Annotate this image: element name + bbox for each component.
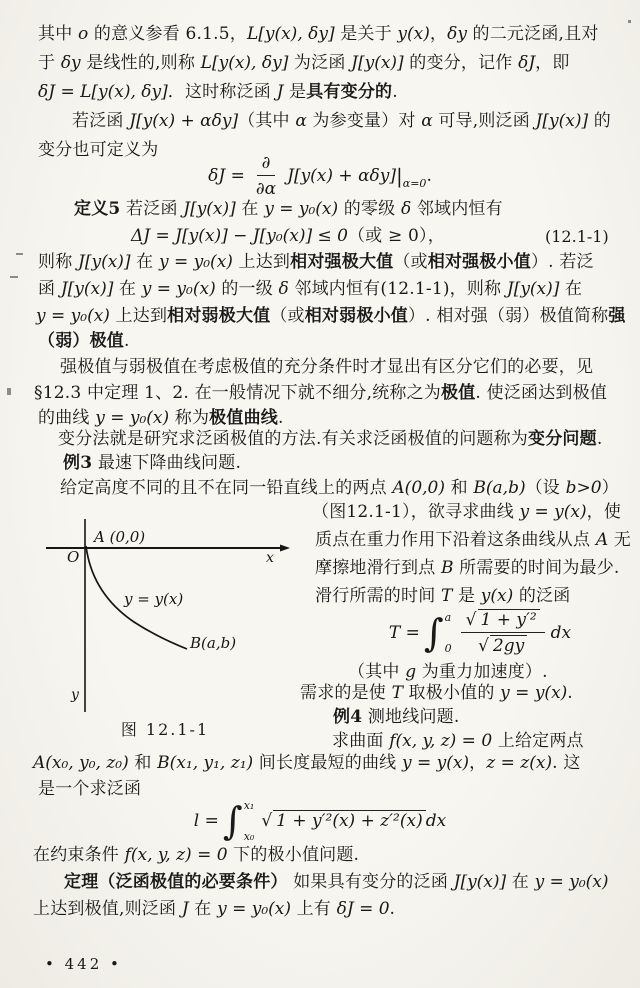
body-line-3: δJ = L[y(x), δy]．这时称泛函 J 是具有变分的. bbox=[38, 82, 398, 102]
scan-speck bbox=[7, 388, 11, 395]
integral-sign: ∫ bbox=[423, 610, 444, 655]
upper-limit: a bbox=[444, 611, 452, 624]
partial-derivative-fraction bbox=[251, 153, 281, 199]
bottom-line-3: 在约束条件 f(x, y, z) = 0 下的极小值问题. bbox=[33, 845, 360, 865]
definition-5-line: 定义5 若泛函 J[y(x)] 在 y = y₀(x) 的零级 δ 邻域内恒有 bbox=[74, 199, 503, 219]
example-4-heading: 例4 测地线问题. bbox=[333, 707, 460, 727]
figure-12-1-1 bbox=[40, 505, 330, 720]
body-line-13: 的曲线 y = y₀(x) 称为极值曲线. bbox=[38, 408, 284, 428]
bottom-line-1: A(x₀, y₀, z₀) 和 B(x₁, y₁, z₁) 间长度最短的曲线 y = y(x)，z = z(x). 这 bbox=[33, 753, 581, 773]
right-col-line-3: 摩擦地滑行到点 B 所需要的时间为最少. bbox=[315, 558, 620, 578]
radicand: 1 + y′²(x) + z′²(x) bbox=[273, 810, 426, 831]
body-line-5: 变分也可定义为 bbox=[38, 140, 159, 160]
fraction-denominator: ∂α bbox=[255, 179, 277, 199]
page-number: • 442 • bbox=[45, 955, 122, 973]
fraction-numerator: ∂ bbox=[257, 153, 276, 176]
body-line-4: 若泛函 J[y(x) + αδy]（其中 α 为参变量）对 α 可导,则泛函 J[y(x)] 的 bbox=[72, 111, 611, 131]
x-axis-arrow-icon bbox=[280, 545, 290, 552]
body-line-2: 于 δy 是线性的,则称 L[y(x), δy] 为泛函 J[y(x)] 的变分，记作 δJ，即 bbox=[38, 53, 570, 73]
right-col-line-8: 求曲面 f(x, y, z) = 0 上给定两点 bbox=[332, 731, 584, 751]
formula-delta-j-definition bbox=[0, 152, 640, 200]
body-line-1: 其中 o 的意义参看 6.1.5，L[y(x), δy] 是关于 y(x)，δy 的二元泛函,且对 bbox=[38, 24, 599, 44]
integral-limits bbox=[244, 799, 255, 843]
right-col-line-4: 滑行所需的时间 T 是 y(x) 的泛函 bbox=[315, 586, 571, 606]
point-a-label: A (0,0) bbox=[94, 528, 146, 546]
equation-number: (12.1-1) bbox=[545, 227, 609, 246]
curve-label: y = y(x) bbox=[124, 590, 184, 608]
radicand-numerator: 1 + y′² bbox=[478, 609, 540, 630]
equation-12-1-1: ΔJ = J[y(x)] − J[y₀(x)] ≤ 0（或 ≥ 0）， bbox=[131, 226, 445, 246]
theorem-line-1: 定理（泛函极值的必要条件） 如果具有变分的泛函 J[y(x)] 在 y = y₀(x) bbox=[64, 872, 609, 892]
right-col-line-5: （其中 g 为重力加速度）. bbox=[348, 662, 548, 682]
scan-speck bbox=[16, 253, 23, 255]
body-line-11: 强极值与弱极值在考虑极值的充分条件时才显出有区分它们的必要，见 bbox=[60, 357, 594, 377]
upper-limit: x₁ bbox=[243, 799, 255, 812]
formula-rhs: J[y(x) + αδy] bbox=[287, 166, 397, 186]
integral-sign: ∫ bbox=[222, 798, 243, 843]
x-axis-label: x bbox=[266, 550, 274, 566]
formula-period: . bbox=[426, 166, 432, 186]
y-axis-label: y bbox=[71, 687, 79, 703]
point-b-label: B(a,b) bbox=[190, 634, 237, 652]
right-col-line-6: 需求的是使 T 取极小值的 y = y(x). bbox=[300, 683, 573, 703]
radical-sign: √ bbox=[478, 636, 489, 656]
right-col-line-2: 质点在重力作用下沿着这条曲线从点 A 无 bbox=[315, 530, 631, 550]
formula-arc-length bbox=[30, 798, 610, 844]
radical-sign: √ bbox=[261, 811, 273, 831]
lower-limit: 0 bbox=[444, 642, 452, 655]
body-line-7: 则称 J[y(x)] 在 y = y₀(x) 上达到相对强极大值（或相对强极小值）. 若泛 bbox=[38, 252, 594, 272]
formula-lhs: δJ = bbox=[208, 166, 245, 186]
differential: dx bbox=[550, 623, 572, 643]
origin-label: O bbox=[67, 548, 80, 566]
body-line-14: 变分法就是研究求泛函极值的方法.有关求泛函极值的问题称为变分问题. bbox=[58, 429, 603, 449]
evaluation-bar: | bbox=[396, 164, 403, 188]
integrand-fraction bbox=[461, 610, 545, 656]
evaluation-condition: α=0 bbox=[402, 176, 427, 190]
body-line-9: y = y₀(x) 上达到相对弱极大值（或相对弱极小值）. 相对强（弱）极值简称强 bbox=[36, 306, 626, 326]
theorem-line-2: 上达到极值,则泛函 J 在 y = y₀(x) 上有 δJ = 0. bbox=[33, 899, 396, 919]
body-line-12: §12.3 中定理 1、2. 在一般情况下就不细分,统称之为极值. 使泛函达到极值 bbox=[34, 383, 608, 403]
radicand-denominator: 2gy bbox=[490, 635, 527, 656]
figure-caption: 图 12.1-1 bbox=[120, 720, 210, 739]
lower-limit: x₀ bbox=[243, 830, 255, 843]
formula-time-functional bbox=[335, 604, 625, 662]
body-line-10: （弱）极值. bbox=[38, 331, 130, 351]
radical-sign: √ bbox=[465, 610, 477, 630]
example-3-heading: 例3 最速下降曲线问题. bbox=[63, 453, 242, 473]
bottom-line-2: 是一个求泛函 bbox=[38, 779, 142, 799]
formula-lhs: l = bbox=[193, 811, 219, 831]
formula-lhs: T = bbox=[388, 623, 420, 643]
scan-speck bbox=[628, 20, 631, 23]
differential: dx bbox=[425, 811, 447, 831]
right-col-line-1: （图12.1-1），欲寻求曲线 y = y(x)，使 bbox=[312, 502, 622, 522]
body-line-16: 给定高度不同的且不在同一铅直线上的两点 A(0,0) 和 B(a,b)（设 b>0） bbox=[60, 478, 619, 498]
integral-limits bbox=[445, 611, 452, 655]
scan-speck bbox=[10, 276, 18, 278]
body-line-8: 函 J[y(x)] 在 y = y₀(x) 的一级 δ 邻域内恒有(12.1-1)，则称 J[y(x)] 在 bbox=[38, 279, 583, 299]
